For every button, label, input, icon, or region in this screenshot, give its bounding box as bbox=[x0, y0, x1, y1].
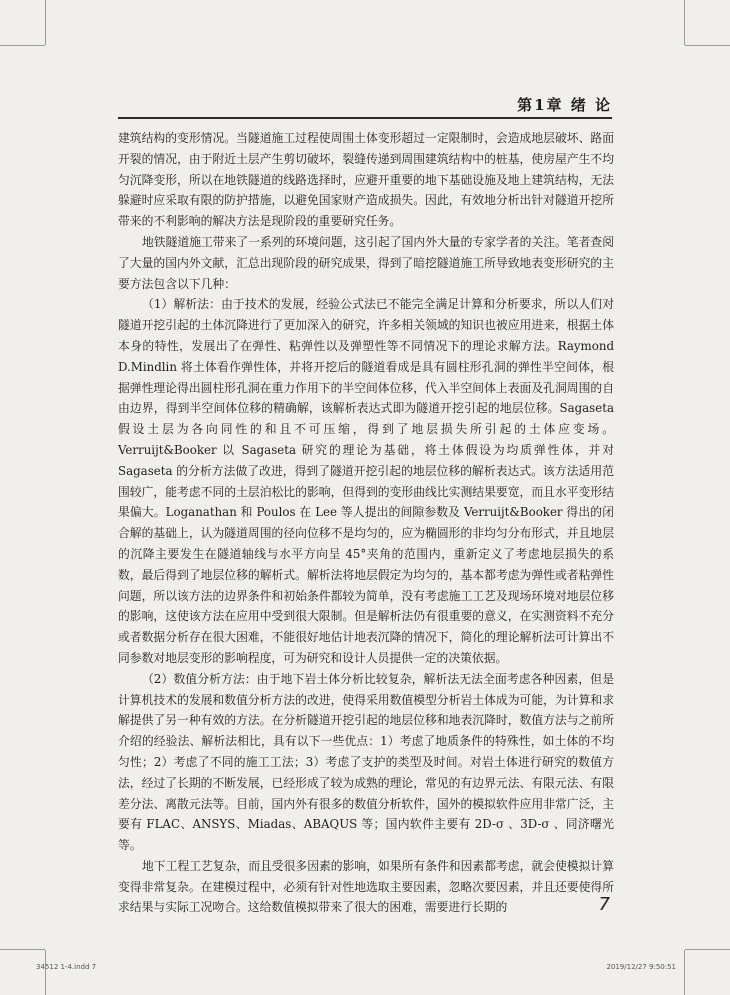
paragraph: 建筑结构的变形情况。当隧道施工过程使周围土体变形超过一定限制时，会造成地层破坏、路面开裂的情况，由于附近土层产生剪切破坏，裂缝传递到周围建筑结构中的桩基，使房屋产生不均匀沉降变形，所以在地铁隧道的线路选择时，应避开重要的地下基础设施及地上建筑结构，无法躲避时应采取有限的防护措施，以避免国家财产造成损失。因此，有效地分析出针对隧道开挖所带来的不利影响的解决方法是现阶段的重要研究任务。 bbox=[118, 131, 614, 229]
paragraph: 地铁隧道施工带来了一系列的环境问题，这引起了国内外大量的专家学者的关注。笔者查阅了大量的国内外文献，汇总出现阶段的研究成果，得到了暗挖隧道施工所导致地表变形研究的主要方法包含以下几种： bbox=[118, 234, 614, 291]
crop-mark bbox=[684, 950, 685, 995]
crop-mark bbox=[0, 45, 45, 46]
crop-mark bbox=[45, 0, 46, 45]
footer-file-info: 34512 1-4.indd 7 bbox=[36, 963, 97, 971]
header-rule bbox=[118, 117, 612, 119]
crop-mark bbox=[0, 949, 45, 950]
body-text bbox=[118, 128, 614, 918]
footer-timestamp: 2019/12/27 9:50:51 bbox=[606, 963, 676, 971]
paragraph: （2）数值分析方法：由于地下岩土体分析比较复杂，解析法无法全面考虑各种因素，但是计算机技术的发展和数值分析方法的改进，使得采用数值模型分析岩土体成为可能，为计算和求解提供了另一种有效的方法。在分析隧道开挖引起的地层位移和地表沉降时，数值方法与之前所介绍的经验法、解析法相比，具有以下一些优点：1）考虑了地质条件的特殊性，如土体的不均匀性；2）考虑了不同的施工工法；3）考虑了支护的类型及时间。对岩土体进行研究的数值方法，经过了长期的不断发展，已经形成了较为成熟的理论，常见的有边界元法、有限元法、有限差分法、离散元法等。目前，国内外有很多的数值分析软件，国外的模拟软件应用非常广泛，主要有 FLAC、ANSYS、Miadas、ABAQUS 等；国内软件主要有 2D-σ 、3D-σ 、同济曙光等。 bbox=[118, 671, 614, 853]
paragraph: （1）解析法：由于技术的发展，经验公式法已不能完全满足计算和分析要求，所以人们对隧道开挖引起的土体沉降进行了更加深入的研究，许多相关领域的知识也被应用进来，根据土体本身的特性，发展出了在弹性、粘弹性以及弹塑性等不同情况下的理论求解方法。Raymond D.Mindlin 将土体看作弹性体，并将开挖后的隧道看成是具有圆柱形孔洞的弹性半空间体，根据弹性理论得出圆柱形孔洞在重力作用下的半空间体位移，代入半空间体上表面及孔洞周围的自由边界，得到半空间体位移的精确解，该解析表达式即为隧道开挖引起的地层位移。Sagaseta 假设土层为各向同性的和且不可压缩，得到了地层损失所引起的土体应变场。Verruijt&Booker 以 Sagaseta 研究的理论为基础，将土体假设为均质弹性体，并对 Sagaseta 的分析方法做了改进，得到了隧道开挖引起的地层位移的解析表达式。该方法适用范围较广，能考虑不同的土层泊松比的影响，但得到的变形曲线比实测结果要宽，而且水平变形结果偏大。Loganathan 和 Poulos 在 Lee 等人提出的间隙参数及 Verruijt&Booker 得出的闭合解的基础上，认为隧道周围的径向位移不是均匀的，应为椭圆形的非均匀分布形式，并且地层的沉降主要发生在隧道轴线与水平方向呈 45°夹角的范围内，重新定义了考虑地层损失的系数，最后得到了地层位移的解析式。解析法将地层假定为均匀的，基本都考虑为弹性或者粘弹性问题，所以该方法的边界条件和初始条件都较为简单，没有考虑施工工艺及现场环境对地层位移的影响，这使该方法在应用中受到很大限制。但是解析法仍有很重要的意义，在实测资料不充分或者数据分析存在很大困难，不能很好地估计地表沉降的情况下，简化的理论解析法可计算出不同参数对地层变形的影响程度，可为研究和设计人员提供一定的决策依据。 bbox=[118, 297, 614, 665]
crop-mark bbox=[685, 45, 730, 46]
chapter-header: 第1章 绪 论 bbox=[517, 96, 612, 114]
crop-mark bbox=[45, 950, 46, 995]
crop-mark bbox=[685, 949, 730, 950]
paragraph: 地下工程工艺复杂，而且受很多因素的影响，如果所有条件和因素都考虑，就会使模拟计算变得非常复杂。在建模过程中，必须有针对性地选取主要因素，忽略次要因素，并且还要使得所求结果与实际工况吻合。这给数值模拟带来了很大的困难，需要进行长期的 bbox=[118, 858, 614, 915]
crop-mark bbox=[684, 0, 685, 45]
page-number: 7 bbox=[598, 894, 610, 915]
